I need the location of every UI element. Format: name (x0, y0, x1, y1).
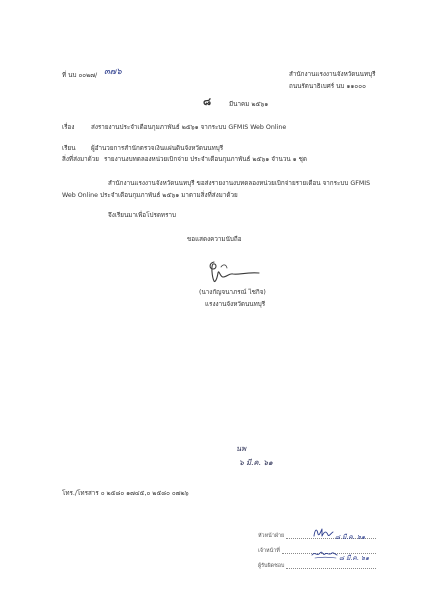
sender-address: ถนนรัตนาธิเบศร์ นบ ๑๑๐๐๐ (289, 83, 366, 90)
stamp-row (258, 563, 376, 570)
date-day: ๘ (203, 96, 212, 108)
date-month-year: มีนาคม ๒๕๖๑ (229, 101, 269, 108)
reference-label: ที่ นบ ๐๐๒๗/ (62, 72, 98, 79)
subject-row (62, 124, 286, 132)
sender-office: สำนักงานแรงงานจังหวัดนนทบุรี (289, 71, 376, 78)
closing: ขอแสดงความนับถือ (187, 236, 242, 243)
enclosure-label: สิ่งที่ส่งมาด้วย (62, 156, 99, 163)
recipient-label: เรียน (62, 145, 76, 152)
contact-phone-fax: โทร./โทรสาร ๐ ๒๕๘๐ ๑๗๔๕,๐ ๒๕๘๐ ๐๗๒๖ (62, 490, 189, 497)
body-line: Web Online ประจำเดือนกุมภาพันธ์ ๒๕๖๑ มาตามสิ่งที่ส่งมาด้วย (62, 192, 238, 199)
stamp-row-label: เจ้าหน้าที่ (258, 548, 280, 554)
enclosure-row (62, 156, 307, 164)
enclosure-text: รายงานงบทดลองหน่วยเบิกจ่าย ประจำเดือนกุมภาพันธ์ ๒๕๖๑ จำนวน ๑ ชุด (104, 156, 308, 163)
stamp-row-label: หัวหน้าฝ่าย (258, 533, 285, 539)
signature-mark (205, 255, 261, 287)
dotted-leader (286, 568, 376, 569)
signer-title: แรงงานจังหวัดนนทบุรี (205, 301, 266, 308)
signer-name: (นางกัญจนาภรณ์ ไชกิจ) (199, 289, 266, 296)
stamp-row-date: ๘ มี.ค. ๖๑ (335, 533, 366, 541)
recipient-text: ผู้อำนวยการสำนักตรวจเงินแผ่นดินจังหวัดนนทบุรี (91, 145, 224, 152)
body-line: สำนักงานแรงงานจังหวัดนนทบุรี ขอส่งรายงานงบทดลองหน่วยเบิกจ่ายรายเดือน จากระบบ GFMIS (108, 180, 371, 187)
closing-request: จึงเรียนมาเพื่อโปรดทราบ (108, 212, 176, 219)
stamp-signature-mark (311, 547, 338, 560)
margin-note-initials: นพ (236, 444, 247, 453)
reference-handwritten-number: ๓๗๖ (104, 67, 122, 77)
subject-label: เรื่อง (62, 124, 75, 131)
subject-text: ส่งรายงานประจำเดือนกุมภาพันธ์ ๒๕๖๑ จากระบบ GFMIS Web Online (91, 124, 287, 131)
stamp-row-date: ๘ มี.ค. ๖๑ (339, 554, 370, 562)
margin-note-date: ๖ มี.ค. ๖๑ (239, 458, 273, 467)
recipient-row (62, 145, 223, 153)
stamp-row-label: ผู้รับผิดชอบ (258, 563, 285, 569)
stamp-signature-mark (312, 526, 334, 539)
